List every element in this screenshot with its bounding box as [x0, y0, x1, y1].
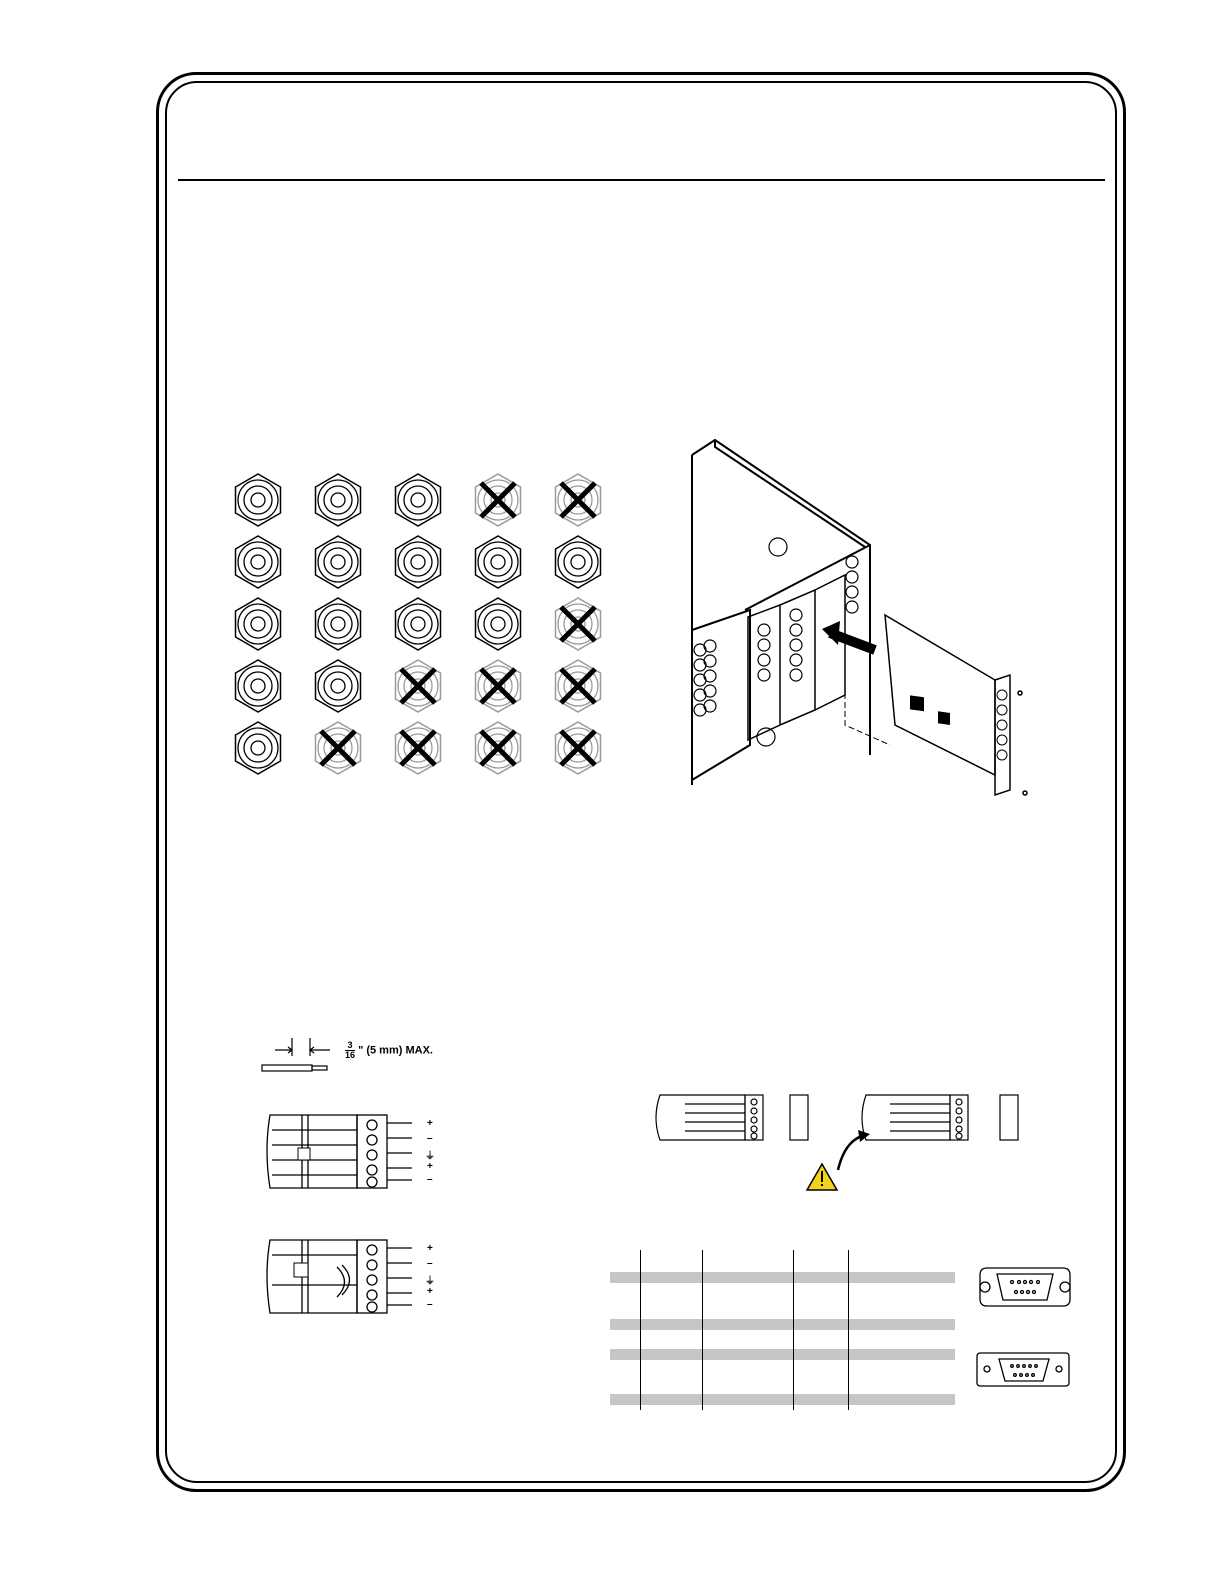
cross-out-mark	[401, 669, 435, 703]
pin-sign: –	[427, 1258, 433, 1269]
captive-screw-connector-b	[262, 1235, 442, 1320]
cross-out-mark	[561, 731, 595, 765]
pin-sign: –	[427, 1133, 433, 1144]
bnc-connector-absent	[476, 722, 521, 774]
bnc-connector	[236, 722, 281, 774]
bnc-connector-absent	[476, 660, 521, 712]
card-installation-diagram	[680, 425, 1065, 810]
bnc-connector	[396, 598, 441, 650]
db9-male-connector-icon	[975, 1262, 1075, 1312]
strip-length-text: " (5 mm) MAX.	[358, 1044, 433, 1057]
bnc-connector	[476, 598, 521, 650]
bnc-connector-absent	[556, 598, 601, 650]
bnc-connector	[316, 536, 361, 588]
bnc-connector	[236, 598, 281, 650]
table-row	[610, 1394, 955, 1405]
plug-wiring-comparison	[650, 1090, 1035, 1195]
strip-length-fraction	[345, 1041, 355, 1060]
table-row	[610, 1319, 955, 1330]
cross-out-mark	[561, 669, 595, 703]
bnc-connector	[316, 598, 361, 650]
header-rule	[178, 179, 1105, 181]
bnc-connector	[236, 536, 281, 588]
fraction-numerator: 3	[345, 1041, 355, 1051]
bnc-connector-absent	[396, 660, 441, 712]
cross-out-mark	[561, 483, 595, 517]
table-row	[610, 1272, 955, 1283]
table-column-divider	[848, 1250, 849, 1410]
bnc-connector	[476, 536, 521, 588]
cross-out-mark	[481, 731, 515, 765]
pin-sign: –	[427, 1299, 433, 1310]
strip-length-label	[345, 1041, 433, 1060]
db9-female-connector-icon	[975, 1350, 1075, 1390]
pin-assignment-table	[610, 1250, 955, 1410]
fraction-denominator: 16	[345, 1050, 356, 1060]
bnc-connector-absent	[476, 474, 521, 526]
cross-out-mark	[321, 731, 355, 765]
cross-out-mark	[481, 669, 515, 703]
pin-sign: +	[427, 1243, 433, 1254]
cross-out-mark	[561, 607, 595, 641]
pin-sign: +	[427, 1118, 433, 1129]
bnc-connector	[556, 536, 601, 588]
caution-icon	[807, 1164, 837, 1190]
bnc-connector	[236, 474, 281, 526]
captive-screw-connector-a	[262, 1110, 442, 1195]
bnc-connector	[316, 474, 361, 526]
cross-out-mark	[401, 731, 435, 765]
bnc-connector-absent	[556, 660, 601, 712]
pin-sign: +	[427, 1161, 433, 1172]
cross-out-mark	[481, 483, 515, 517]
table-column-divider	[640, 1250, 641, 1410]
pin-sign: –	[427, 1174, 433, 1185]
bnc-connector-grid	[220, 470, 620, 780]
pin-sign: +	[427, 1286, 433, 1297]
bnc-connector	[236, 660, 281, 712]
bnc-connector	[396, 536, 441, 588]
bnc-connector-absent	[316, 722, 361, 774]
bnc-connector-absent	[396, 722, 441, 774]
table-row	[610, 1349, 955, 1360]
bnc-connector-absent	[556, 722, 601, 774]
bnc-connector-absent	[556, 474, 601, 526]
pin-sign: ⏚	[425, 1276, 435, 1287]
pin-sign: ⏚	[425, 1151, 435, 1162]
bnc-connector	[396, 474, 441, 526]
table-column-divider	[793, 1250, 794, 1410]
wire-strip-diagram	[250, 1030, 345, 1075]
bnc-connector	[316, 660, 361, 712]
table-column-divider	[702, 1250, 703, 1410]
